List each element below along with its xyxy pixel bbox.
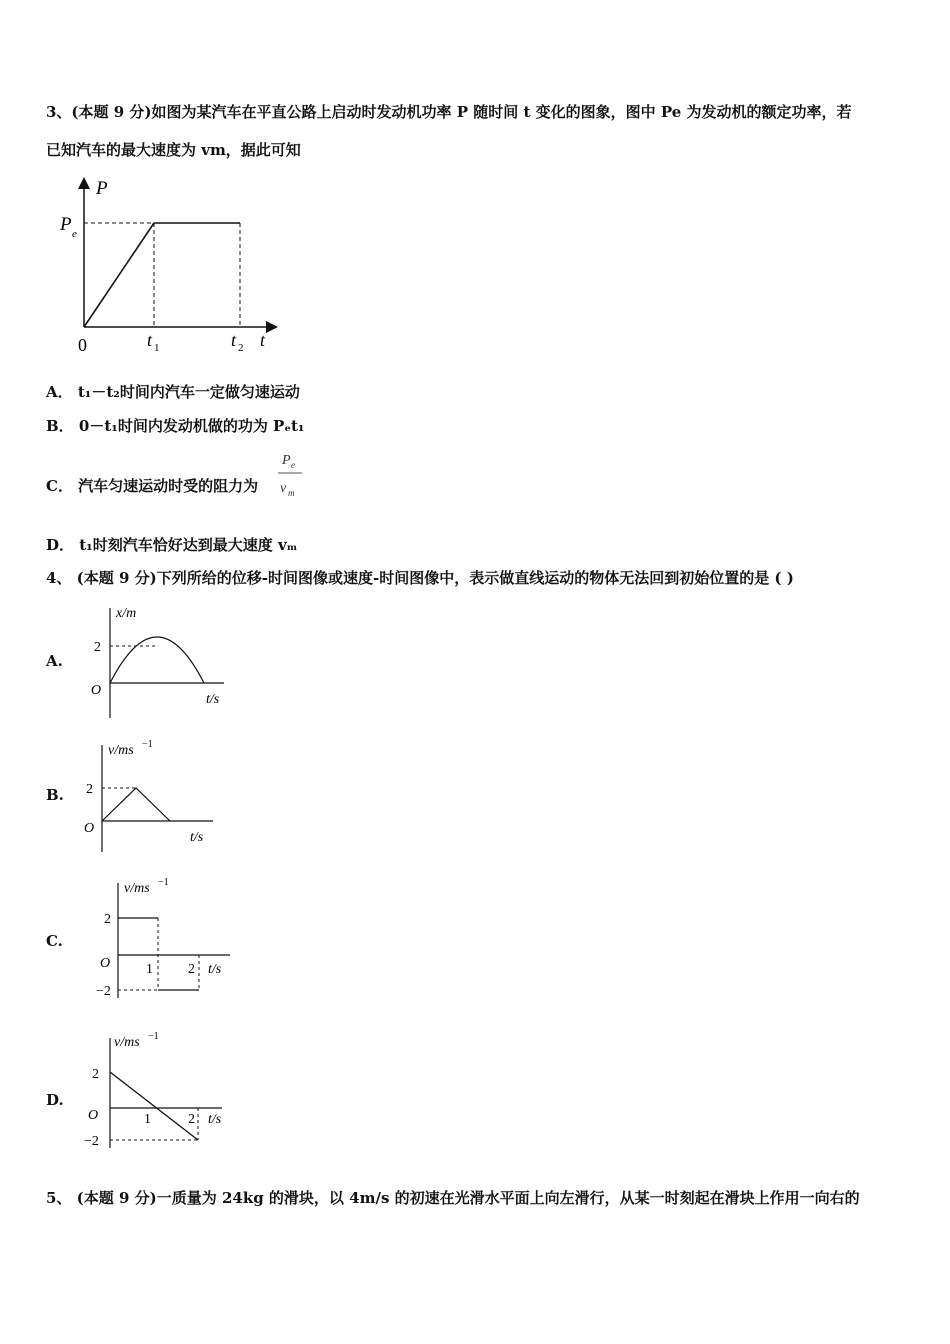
y-axis-label-sup: −1 [142,739,153,750]
x-axis-label: t/s [208,962,222,977]
t1-sub: 1 [154,342,160,354]
q3-option-c: C． 汽车匀速运动时受的阻力为 [46,477,259,495]
origin-label: 0 [78,335,87,355]
q4-stem-line1: 4、 (本题 9 分)下列所给的位移-时间图像或速度-时间图像中，表示做直线运动的物体无法回到初始位置的是 ( ) [46,569,794,587]
q4-option-a-label: A. [46,652,63,670]
t2-label: t [231,330,237,350]
x-tick-2: 2 [188,962,195,977]
y-axis-label: v/ms [108,743,134,758]
triangle-line [102,788,170,821]
y-axis-label: v/ms [114,1035,140,1050]
fraction-denominator: v [280,481,287,496]
q4-option-d-graph [84,1028,234,1153]
origin-label: O [100,956,111,971]
y-tick-neg2: −2 [96,984,111,999]
origin-label: O [91,683,102,698]
velocity-line [110,1072,198,1140]
q4-option-c-graph [92,873,242,1003]
pe-label: P [60,214,72,235]
x-tick-2: 2 [188,1112,195,1127]
x-axis-label: t/s [206,692,220,707]
ramp-line [84,223,154,327]
x-axis-label: t [260,330,266,350]
q3-power-time-graph [50,172,290,362]
q4-option-d-label: D. [46,1091,64,1109]
fraction-numerator: P [282,453,291,468]
q3-option-a: A． t₁－t₂时间内汽车一定做匀速运动 [46,383,300,401]
t2-sub: 2 [238,342,244,354]
q5-stem-line1: 5、 (本题 9 分)一质量为 24kg 的滑块，以 4m/s 的初速在光滑水平面上向左滑行，从某一时刻起在滑块上作用一向右的 [46,1189,860,1207]
x-axis-label: t/s [190,830,204,845]
origin-label: O [88,1108,99,1123]
y-axis-label-sup: −1 [148,1031,159,1042]
q4-option-c-label: C. [46,932,63,950]
y-tick-2: 2 [94,640,101,655]
q3-stem-line2: 已知汽车的最大速度为 vm，据此可知 [46,141,301,159]
q4-option-b-graph [76,735,226,857]
parabola-curve [110,637,204,683]
y-axis-label: x/m [116,606,137,621]
t1-label: t [147,330,153,350]
q3-option-b: B． 0－t₁时间内发动机做的功为 Pₑt₁ [46,417,305,435]
fraction-denominator-sub: m [288,488,295,498]
y-tick-2: 2 [104,912,111,927]
q4-option-a-graph [84,600,234,725]
q3-option-c-fraction [276,446,312,502]
q3-stem-line1: 3、(本题 9 分)如图为某汽车在平直公路上启动时发动机功率 P 随时间 t 变化的图象，图中 Pe 为发动机的额定功率，若 [46,103,852,121]
x-tick-1: 1 [144,1112,151,1127]
origin-label: O [84,821,95,836]
pe-sub: e [72,228,77,240]
y-tick-neg2: −2 [84,1134,99,1149]
x-axis-label: t/s [208,1112,222,1127]
y-tick-2: 2 [92,1067,99,1082]
y-axis-label: v/ms [124,881,150,896]
q3-option-d: D． t₁时刻汽车恰好达到最大速度 vₘ [46,536,298,554]
q4-option-b-label: B. [46,786,64,804]
y-tick-2: 2 [86,782,93,797]
fraction-numerator-sub: e [291,460,295,470]
y-axis-label-sup: −1 [158,877,169,888]
y-axis-label: P [96,178,108,199]
x-tick-1: 1 [146,962,153,977]
